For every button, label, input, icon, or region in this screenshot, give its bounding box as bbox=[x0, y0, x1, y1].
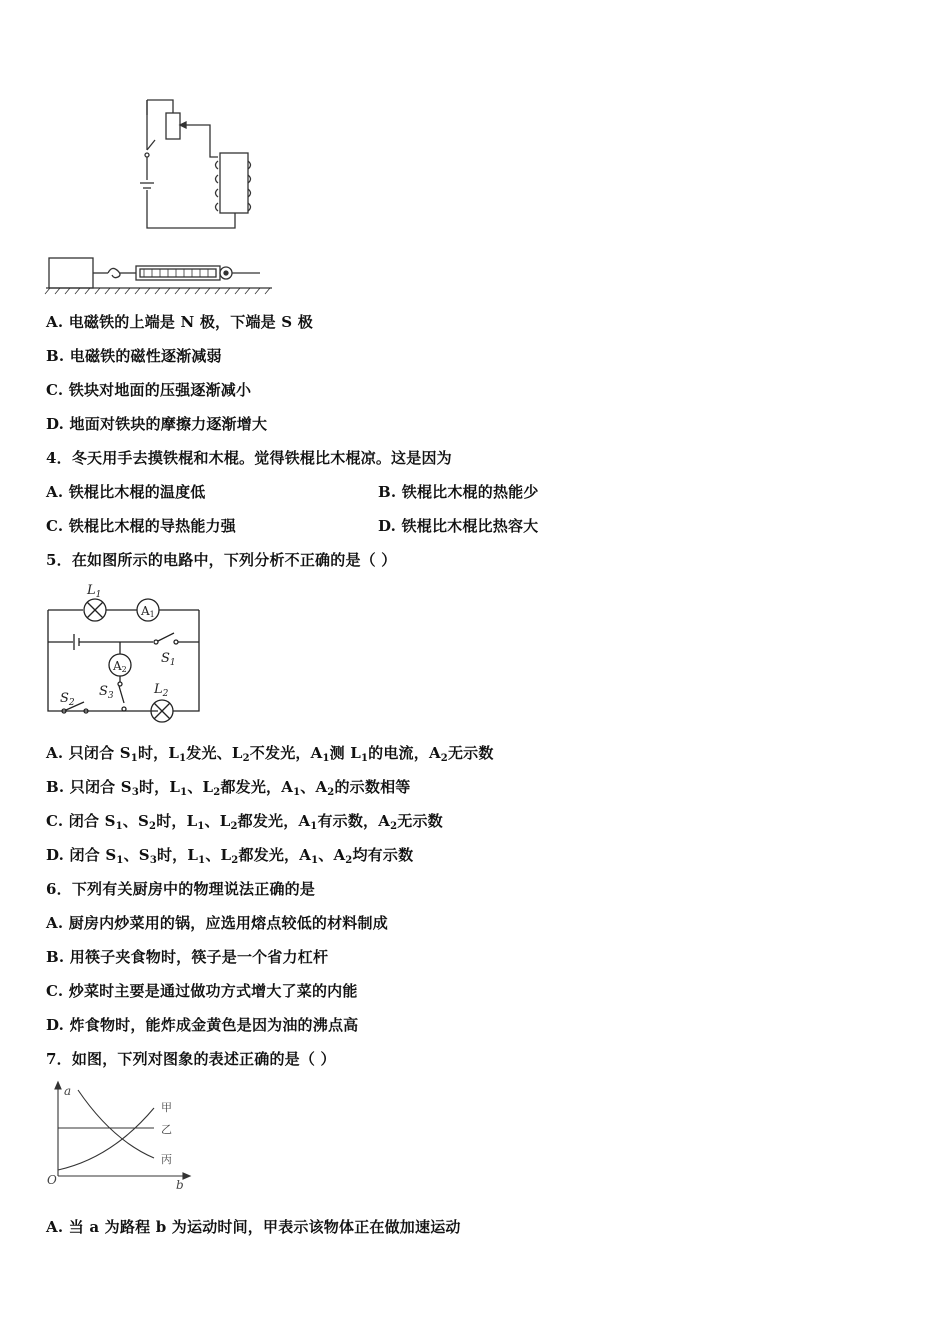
q5-label-l1: $L_1$ bbox=[87, 583, 102, 600]
q5-label-s3: $S_3$ bbox=[99, 684, 114, 701]
q5-label-s1: $S_1$ bbox=[161, 651, 176, 668]
q4-stem: 4．冬天用手去摸铁棍和木棍。觉得铁棍比木棍凉。这是因为 bbox=[46, 449, 452, 467]
q7-option-a[interactable]: A. 当 a 为路程 b 为运动时间，甲表示该物体正在做加速运动 bbox=[46, 1218, 461, 1236]
q7-xlabel: b bbox=[176, 1178, 184, 1192]
q5-option-d[interactable]: D. 闭合 $S_1$、$S_3$时，$L_1$、$L_2$都发光，$A_1$、$A_2$均有示数 bbox=[46, 846, 414, 866]
q7-curve-bing bbox=[78, 1090, 154, 1158]
q5-option-c[interactable]: C. 闭合 $S_1$、$S_2$时，$L_1$、$L_2$都发光，$A_1$有示数，$A_2$无示数 bbox=[46, 812, 443, 832]
q5-label-l2: $L_2$ bbox=[154, 682, 169, 699]
q7-label-jia: 甲 bbox=[161, 1101, 172, 1114]
q3-option-c[interactable]: C. 铁块对地面的压强逐渐减小 bbox=[46, 381, 252, 399]
q6-option-d[interactable]: D. 炸食物时，能炸成金黄色是因为油的沸点高 bbox=[46, 1016, 359, 1034]
q7-curve-jia bbox=[58, 1108, 154, 1170]
q7-ylabel: a bbox=[64, 1084, 72, 1098]
q4-option-a[interactable]: A. 铁棍比木棍的温度低 bbox=[46, 483, 206, 501]
q3-option-b[interactable]: B. 电磁铁的磁性逐渐减弱 bbox=[46, 347, 222, 365]
q6-option-b[interactable]: B. 用筷子夹食物时，筷子是一个省力杠杆 bbox=[46, 948, 329, 966]
q7-label-yi: 乙 bbox=[161, 1123, 172, 1136]
q5-label-a1: A1 bbox=[141, 604, 155, 619]
q5-stem: 5．在如图所示的电路中，下列分析不正确的是（ ） bbox=[46, 551, 397, 569]
q5-label-a2: A2 bbox=[113, 659, 127, 674]
q6-stem: 6．下列有关厨房中的物理说法正确的是 bbox=[46, 880, 316, 898]
q4-option-b[interactable]: B. 铁棍比木棍的热能少 bbox=[378, 483, 539, 501]
q7-stem: 7．如图，下列对图象的表述正确的是（ ） bbox=[46, 1050, 336, 1068]
q7-origin: O bbox=[47, 1173, 57, 1187]
q5-circuit-diagram bbox=[40, 578, 210, 726]
electromagnet-figure bbox=[40, 95, 280, 300]
q5-option-b[interactable]: B. 只闭合 $S_3$时，$L_1$、$L_2$都发光，$A_1$、$A_2$的示数相等 bbox=[46, 778, 411, 798]
q4-option-d[interactable]: D. 铁棍比木棍比热容大 bbox=[378, 517, 539, 535]
q6-option-a[interactable]: A. 厨房内炒菜用的锅，应选用熔点较低的材料制成 bbox=[46, 914, 388, 932]
q5-label-s2: $S_2$ bbox=[60, 691, 75, 708]
q5-option-a[interactable]: A. 只闭合 $S_1$时，$L_1$发光、$L_2$不发光，$A_1$测 $L_1$的电流，$A_2$无示数 bbox=[46, 744, 494, 764]
q7-label-bing: 丙 bbox=[161, 1153, 172, 1166]
q6-option-c[interactable]: C. 炒菜时主要是通过做功方式增大了菜的内能 bbox=[46, 982, 358, 1000]
q7-graph bbox=[42, 1078, 202, 1193]
q3-option-a[interactable]: A. 电磁铁的上端是 N 极，下端是 S 极 bbox=[46, 313, 313, 331]
q3-option-d[interactable]: D. 地面对铁块的摩擦力逐渐增大 bbox=[46, 415, 268, 433]
q4-option-c[interactable]: C. 铁棍比木棍的导热能力强 bbox=[46, 517, 236, 535]
